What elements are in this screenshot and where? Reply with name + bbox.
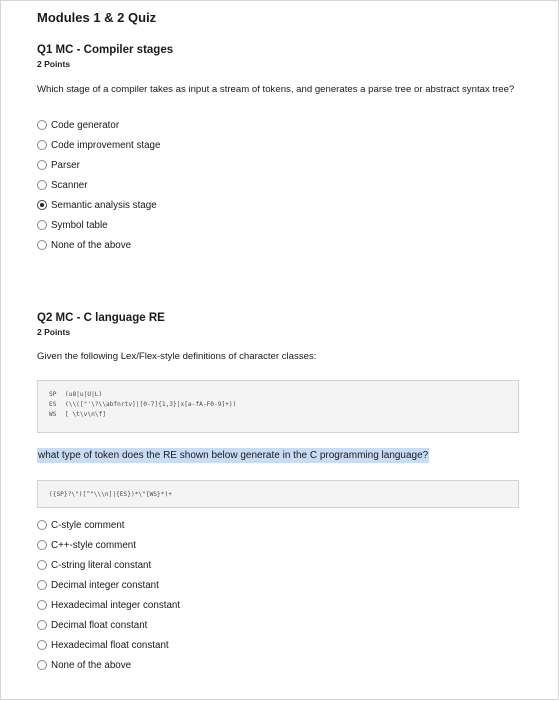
radio-button[interactable] — [37, 600, 47, 610]
radio-button[interactable] — [37, 520, 47, 530]
radio-button[interactable] — [37, 140, 47, 150]
q2-option-decimal-int[interactable] — [37, 577, 159, 593]
option-label: Hexadecimal integer constant — [51, 599, 181, 611]
q1-question-text: Which stage of a compiler takes as input a stream of tokens, and generates a parse tree or abstract syntax tree? — [37, 84, 515, 95]
q2-option-c-string[interactable] — [37, 557, 151, 573]
q1-option-code-improvement[interactable] — [37, 137, 160, 153]
option-label: None of the above — [51, 659, 132, 671]
option-label: Decimal integer constant — [51, 579, 159, 591]
q2-points: 2 Points — [37, 327, 71, 337]
option-label: Code improvement stage — [51, 139, 161, 151]
radio-button[interactable] — [37, 180, 47, 190]
quiz-title: Modules 1 & 2 Quiz — [37, 10, 157, 25]
option-label: C-style comment — [51, 519, 125, 531]
q2-option-decimal-float[interactable] — [37, 617, 147, 633]
radio-button[interactable] — [37, 220, 47, 230]
q2-title: Q2 MC - C language RE — [37, 312, 165, 324]
q2-question-text: what type of token does the RE shown below generate in the C programming language? — [38, 450, 429, 461]
q2-option-cpp-comment[interactable] — [37, 537, 136, 553]
q2-option-hex-float[interactable] — [37, 637, 169, 653]
q2-option-hex-int[interactable] — [37, 597, 180, 613]
option-label: Decimal float constant — [51, 619, 148, 631]
q1-option-parser[interactable] — [37, 157, 80, 173]
regex-line: ({SP}?\"([^"\\\n]|{ES})*\"{WS}*)+ — [49, 491, 172, 498]
radio-button[interactable] — [37, 580, 47, 590]
radio-button[interactable] — [37, 560, 47, 570]
definitions-code-block — [37, 380, 519, 433]
q2-intro-text: Given the following Lex/Flex-style definitions of character classes: — [37, 351, 317, 362]
option-label: None of the above — [51, 239, 132, 251]
radio-button[interactable] — [37, 640, 47, 650]
radio-button[interactable] — [37, 660, 47, 670]
q2-option-c-comment[interactable] — [37, 517, 125, 533]
regex-code-block — [37, 480, 519, 508]
option-label: Scanner — [51, 179, 88, 191]
definition-line: SP (u8|u|U|L) — [49, 391, 103, 398]
option-label: C-string literal constant — [51, 559, 152, 571]
q1-option-semantic-analysis[interactable] — [37, 197, 157, 213]
radio-button[interactable] — [37, 120, 47, 130]
q1-option-code-generator[interactable] — [37, 117, 119, 133]
radio-button[interactable] — [37, 620, 47, 630]
option-label: C++-style comment — [51, 539, 136, 551]
option-label: Hexadecimal float constant — [51, 639, 169, 651]
radio-button-selected[interactable] — [37, 200, 47, 210]
q1-points: 2 Points — [37, 59, 71, 69]
q2-option-none[interactable] — [37, 657, 131, 673]
definition-line: ES (\\(["'\?\\abfnrtv]|[0-7]{1,3}|x[a-fA-F0-9]+)) — [49, 401, 237, 408]
definition-line: WS [ \t\v\n\f] — [49, 411, 106, 418]
q1-option-none[interactable] — [37, 237, 131, 253]
radio-button[interactable] — [37, 240, 47, 250]
option-label: Code generator — [51, 119, 120, 131]
radio-button[interactable] — [37, 160, 47, 170]
radio-button[interactable] — [37, 540, 47, 550]
option-label: Parser — [51, 159, 80, 171]
quiz-page — [1, 1, 559, 701]
option-label: Semantic analysis stage — [51, 199, 157, 211]
q1-option-symbol-table[interactable] — [37, 217, 108, 233]
option-label: Symbol table — [51, 219, 108, 231]
q1-option-scanner[interactable] — [37, 177, 88, 193]
q1-title: Q1 MC - Compiler stages — [37, 44, 174, 56]
